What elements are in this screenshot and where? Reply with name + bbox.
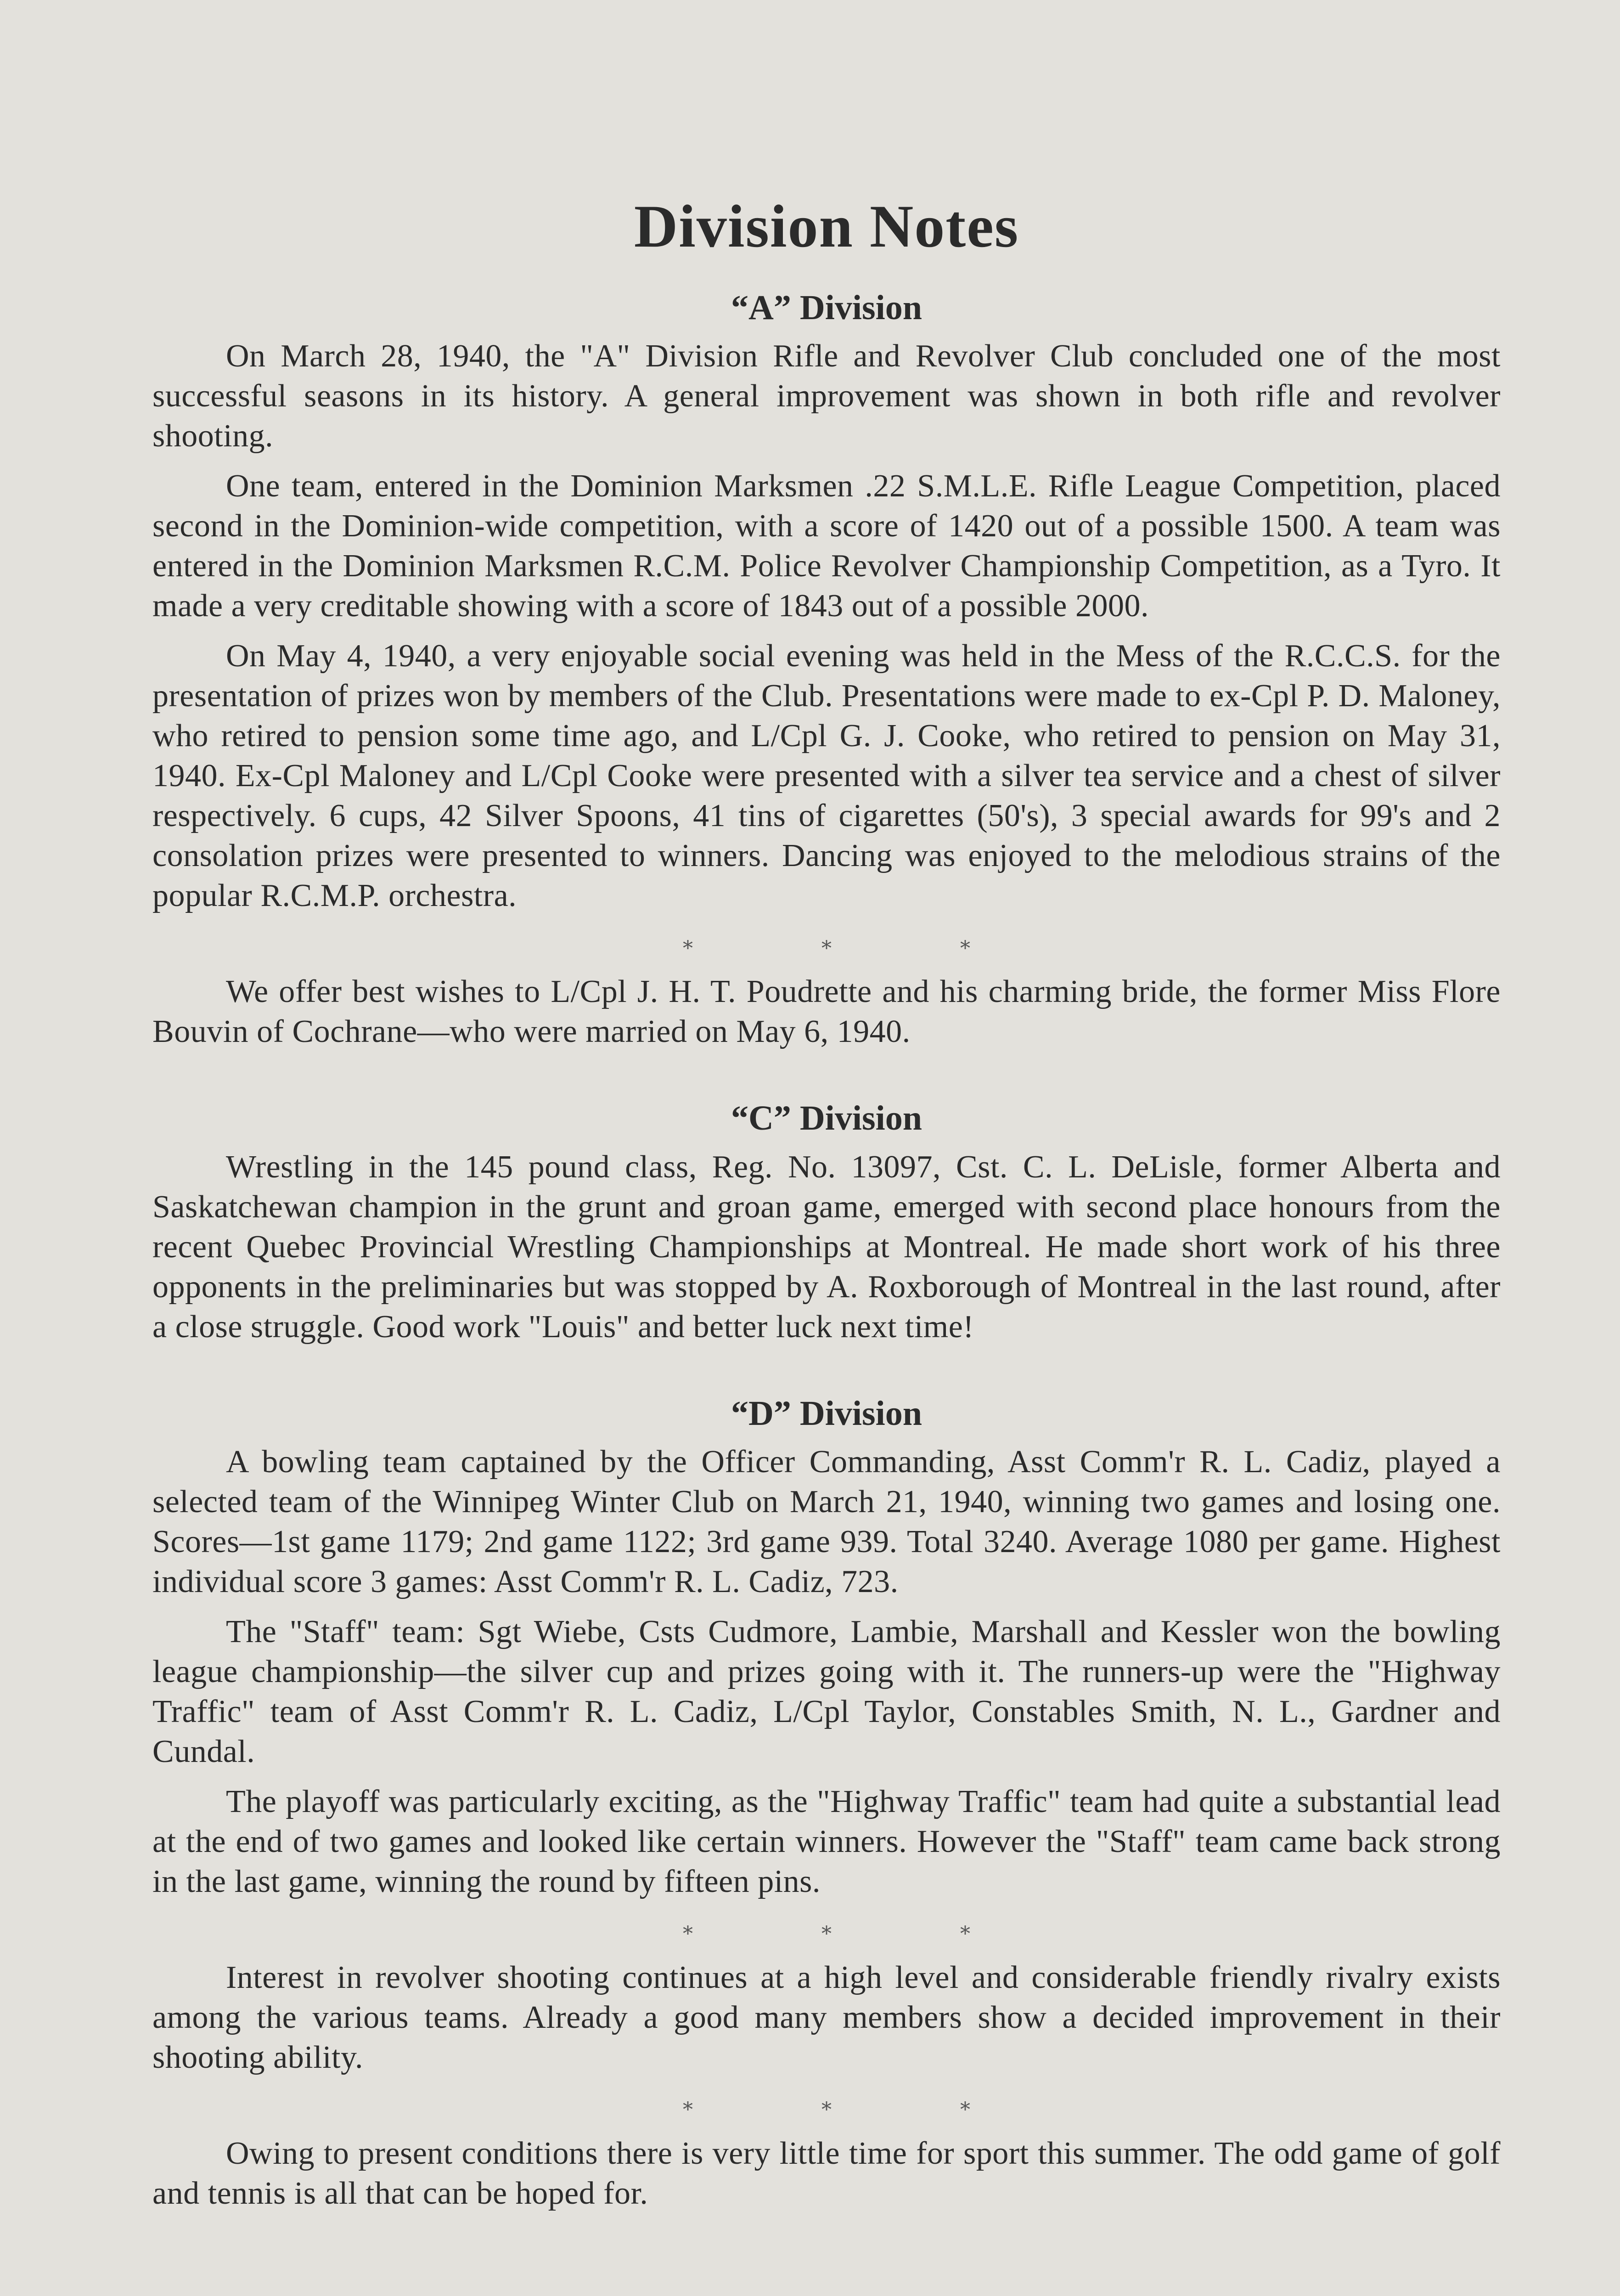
asterisk-icon: ⁎: [683, 2092, 693, 2115]
paragraph: The "Staff" team: Sgt Wiebe, Csts Cudmore, Lambie, Marshall and Kessler won the bowling league championship—the silver cup and prizes going with it. The runners-up were the "Highway Traffic" team of Asst Comm'r R. L. Cadiz, L/Cpl Taylor, Constables Smith, N. L., Gardner and Cundal.: [152, 1614, 1501, 1769]
section-heading: “C” Division: [731, 1099, 922, 1138]
asterisk-icon: ⁎: [683, 930, 693, 953]
division-section: [152, 1393, 1501, 2213]
paragraph: On May 4, 1940, a very enjoyable social evening was held in the Mess of the R.C.C.S. for the presentation of prizes won by members of the Club. Presentations were made to ex-Cpl P. D. Maloney, who retired to pension some time ago, and L/Cpl G. J. Cooke, who retired to pension on May 31, 1940. Ex-Cpl Maloney and L/Cpl Cooke were presented with a silver tea service and a chest of silver respectively. 6 cups, 42 Silver Spoons, 41 tins of cigarettes (50's), 3 special awards for 99's and 2 consolation prizes were presented to winners. Dancing was enjoyed to the melodious strains of the popular R.C.M.P. orchestra.: [152, 638, 1501, 914]
asterisk-icon: ⁎: [960, 1916, 970, 1939]
paragraph: One team, entered in the Dominion Marksmen .22 S.M.L.E. Rifle League Competition, placed second in the Dominion-wide competition, with a score of 1420 out of a possible 1500. A team was entered in the Dominion Marksmen R.C.M. Police Revolver Championship Competition, as a Tyro. It made a very creditable showing with a score of 1843 out of a possible 2000.: [152, 468, 1501, 624]
asterisk-icon: ⁎: [683, 1916, 693, 1939]
division-section: [152, 1097, 1501, 1346]
section-heading: “A” Division: [731, 288, 922, 327]
section-separator: [152, 1912, 1501, 1944]
paragraph: Wrestling in the 145 pound class, Reg. No. 13097, Cst. C. L. DeLisle, former Alberta and Saskatchewan champion in the grunt and groan game, emerged with second place honours from the recent Quebec Provincial Wrestling Championships at Montreal. He made short work of his three opponents in the preliminaries but was stopped by A. Roxborough of Montreal in the last round, after a close struggle. Good work "Louis" and better luck next time!: [152, 1149, 1501, 1345]
paragraph: The playoff was particularly exciting, as the "Highway Traffic" team had quite a substantial lead at the end of two games and looked like certain winners. However the "Staff" team came back strong in the last game, winning the round by fifteen pins.: [152, 1784, 1501, 1899]
asterisk-icon: ⁎: [821, 930, 832, 953]
asterisk-icon: ⁎: [821, 2092, 832, 2115]
paragraph: Owing to present conditions there is very little time for sport this summer. The odd game of golf and tennis is all that can be hoped for.: [152, 2135, 1501, 2211]
sections-container: [152, 287, 1501, 2213]
paragraph: A bowling team captained by the Officer Commanding, Asst Comm'r R. L. Cadiz, played a selected team of the Winnipeg Winter Club on March 21, 1940, winning two games and losing one. Scores—1st game 1179; 2nd game 1122; 3rd game 939. Total 3240. Average 1080 per game. Highest individual score 3 games: Asst Comm'r R. L. Cadiz, 723.: [152, 1444, 1501, 1599]
section-separator: [152, 926, 1501, 958]
asterisk-icon: ⁎: [960, 2092, 970, 2115]
asterisk-icon: ⁎: [960, 930, 970, 953]
division-section: [152, 287, 1501, 1052]
asterisk-icon: ⁎: [821, 1916, 832, 1939]
section-heading: “D” Division: [731, 1394, 922, 1433]
document-page: [152, 193, 1501, 2223]
paragraph: We offer best wishes to L/Cpl J. H. T. Poudrette and his charming bride, the former Miss Flore Bouvin of Cochrane—who were married on May 6, 1940.: [152, 974, 1501, 1050]
page-title: Division Notes: [634, 192, 1019, 260]
paragraph: Interest in revolver shooting continues at a high level and considerable friendly rivalry exists among the various teams. Already a good many members show a decided improvement in their shooting ability.: [152, 1959, 1501, 2075]
section-separator: [152, 2088, 1501, 2120]
paragraph: On March 28, 1940, the "A" Division Rifle and Revolver Club concluded one of the most successful seasons in its history. A general improvement was shown in both rifle and revolver shooting.: [152, 338, 1501, 454]
